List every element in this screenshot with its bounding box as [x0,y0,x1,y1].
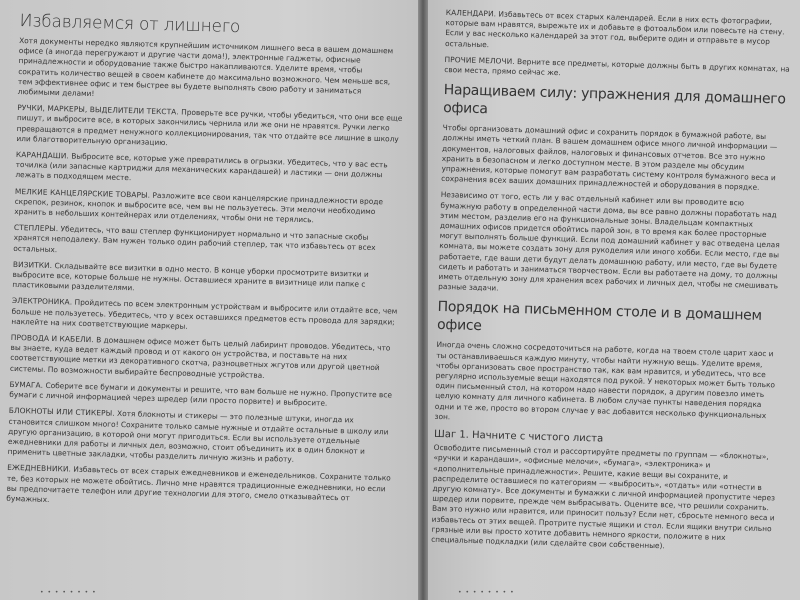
footer-ornament: • • • • • • • • [458,589,515,596]
list-item [15,150,402,191]
list-item [11,296,398,337]
list-item [445,8,792,58]
item-text: Складывайте все визитки в одно место. В конце уборки просмотрите визитки и выбросите все, которые больше не нужны. Оставшиеся храните в визитнице или папке с пластиковыми разделителями. [12,260,369,293]
item-heading: ЭЛЕКТРОНИКА. [11,296,73,308]
item-heading: РУЧКИ, МАРКЕРЫ, ВЫДЕЛИТЕЛИ ТЕКСТА. [17,103,179,117]
book-gutter [418,0,428,600]
item-text: Разложите все свои канцелярские принадлежности вроде скрепок, резинок, кнопок и выбросите все, чем вы не пользуетесь. Эти мелочи необходимо хранить в небольших контейнерах или отделениях, чтобы они не терялись. [14,190,384,225]
step-paragraph: Освободите письменный стол и рассортируйте предметы по группам — «блокноты», «ручки и карандаши», «офисные мелочи», «бумага», «электроника» и «дополнительные принадлежности». Решите, какие вещи вы сохраните, и распределите оставшиеся по категориям — «выбросить», «отдать» или «отнести в другую комнату». Все документы и бумажки с личной информацией пропустите через шредер или порвите, прежде чем выбрасывать. Оцените все, что решили сохранить. Вам это нужно или нравится, или приносит пользу? Если нет, сбросьте немного веса и избавьтесь от этих вещей. Протрите пустые ящики и стол. Если ящики внутри сильно грязные или вы просто хотите добавить немного яркости, положите в них специальные подкладки (или сделайте свои собственные). [431,442,776,551]
section-heading-exercises: Наращиваем силу: упражнения для домашнего офиса [442,82,786,118]
list-item [10,333,397,385]
item-text: Верните все предметы, которые должны быть в других комнатах, на свои места, прямо сейчас же. [444,56,790,78]
item-heading: СТЕПЛЕРЫ. [13,223,59,234]
item-text: Выбросите все, которые уже превратились в огрызки. Убедитесь, что у вас есть точилка (или запасные картриджи для механических карандашей) и ластики — они должны лежать в подходящем месте. [15,151,388,183]
page-title: Избавляемся от лишнего [19,10,241,38]
section1-paragraph-2: Независимо от того, есть ли у вас отдельный кабинет или вы проводите всю бумажную работу в определенной части дома, вы все равно должны поработать над этим местом, разделив его на функциональные зоны. Владельцам компактных домашних офисов придется обойтись парой зон, в то время как более просторные могут выполнять больше функций. Если под домашний кабинет у вас отведена целая комната, вы можете создать зону для рукоделия или иного хобби. Если место, где вы работаете, где ваши дети будут делать домашнюю работу, или место, где вы будете сидеть и работать и заниматься творчеством. Если вы работаете на дому, то должны иметь отдельную зону для хранения всех рабочих и личных дел, чтобы не смешивать разные задачи. [438,190,780,293]
item-heading: ПРОВОДА И КАБЕЛИ. [10,332,94,345]
right-page [428,0,800,600]
item-text: Убедитесь, что ваш степлер функционирует нормально и что запасные скобы хранятся неподалеку. Вам нужен только один рабочий степлер, так что избавьтесь от всех остальных. [13,224,376,254]
item-text: Пройдитесь по всем электронным устройствам и выбросите или отдайте все, чем больше не пользуетесь. Убедитесь, что у всех оставшихся предметов есть провода для зарядки; наклейте на них соответствующие маркеры. [11,298,398,331]
list-item [444,55,790,85]
list-item [12,260,399,301]
item-heading: БУМАГА. [9,379,44,390]
right-item-list [444,8,792,85]
intro-paragraph: Хотя документы нередко являются крупнейшим источником лишнего веса в вашем домашнем офисе (а иногда перегружают и другие части дома!), электронные гаджеты, офисные принадлежности и оборудование также быстро накапливаются. Уделите время, чтобы сократить количество вещей в своем кабинете до максимально возможного. Чем меньше вся, тем эффективнее офис и тем быстрее вы будете выполнять свою работу и заниматься любимыми делами! [17,35,394,99]
left-item-list [6,103,403,515]
footer-ornament: • • • • • • • • [40,589,97,596]
left-column [6,10,406,521]
item-text: Хотя блокноты и стикеры — это полезные штуки, иногда их становится слишком много! Сохраните только самые нужные и отдайте остальные в школу или другую организацию, в которой они могут пригодиться. Если вы используете отдельные ежедневники для работы и личных дел, возможно, стоит объединить их в один блокнот и применить цветные закладки, чтобы разделить личную жизнь и работу. [7,409,389,464]
section-heading-desk-order: Порядок на письменном столе и в домашнем офисе [436,299,762,335]
item-heading: ЕЖЕДНЕВНИКИ. [7,463,72,474]
list-item [16,103,403,155]
list-item [6,463,393,515]
list-item [14,187,401,228]
item-heading: КАРАНДАШИ. [15,149,70,161]
step-heading: Шаг 1. Начните с чистого листа [433,428,604,445]
section1-paragraph-1: Чтобы организовать домашний офис и сохранить порядок в бумажной работе, вы должны иметь четкий план. В вашем домашнем офисе много личной информации — документов, налоговых файлов, налоговых и финансовых отчетов. Все это нужно хранить в безопасном и легко доступном месте. В этом разделе мы обсудим упражнения, которые помогут вам разработать систему контроля бумажного веса и сохранения всех ваших домашних принадлежностей и оборудования в порядке. [441,123,778,193]
list-item [13,223,400,264]
section2-paragraph: Иногда очень сложно сосредоточиться на работе, когда на твоем столе царит хаос и ты останавливаешься каждую минуту, чтобы найти нужную вещь. Уделите время, чтобы организовать свое пространство так, как вам нравится, и убедитесь, что все регулярно используемые вещи находятся под рукой. У некоторых может быть только один письменный стол, на котором надо навести порядок, а другим повезло иметь целую комнату для личного кабинета. В любом случае пункты наведения порядка одни и те же, просто во втором случае у вас добавится несколько функциональных зон. [434,340,776,422]
item-heading: КАЛЕНДАРИ. [445,8,497,19]
list-item [8,406,395,468]
item-heading: ВИЗИТКИ. [12,259,53,270]
item-heading: МЕЛКИЕ КАНЦЕЛЯРСКИЕ ТОВАРЫ. [14,186,151,200]
list-item [9,380,395,411]
item-text: В домашнем офисе может быть целый лабиринт проводов. Убедитесь, что вы знаете, куда ведет каждый провод и от какого он устройства, и поставьте на них соответствующие метки из декоративного скотча, разноцветных жгутов или другой цветной системы. По возможности выбирайте беспроводные устройства. [9,335,391,380]
item-heading: ПРОЧИЕ МЕЛОЧИ. [444,54,515,66]
item-text: Соберите все бумаги и документы и решите, что вам больше не нужно. Пропустите все бумаги с личной информацией через шредер (или просто порвите) и выбросите. [9,380,393,408]
item-heading: БЛОКНОТЫ ИЛИ СТИКЕРЫ. [8,406,115,419]
item-text: Избавьтесь от всех старых календарей. Если в них есть фотографии, которые вам нравятся, вырежьте их и добавьте в фотоальбом или повесьте на стену. Если у вас несколько календарей за этот год, выберите один и отправьте в мусор остальные. [444,9,785,49]
item-text: Избавьтесь от всех старых ежедневников и еженедельников. Сохраните только те, без которых не можете обойтись. Лично мне нравятся традиционные ежедневники, но если вы предпочитаете телефон или другие технологии для этого, смело отказывайтесь от бумажных. [6,464,391,504]
item-text: Проверьте все ручки, чтобы убедиться, что они все еще пишут, и выбросите все, в которых закончились чернила или же они не нравятся. Ручки легко превращаются в предмет ненужного коллекционирования, так что отдайте все лишние в школу или благотворительную организацию. [16,107,403,148]
right-column [431,8,792,561]
